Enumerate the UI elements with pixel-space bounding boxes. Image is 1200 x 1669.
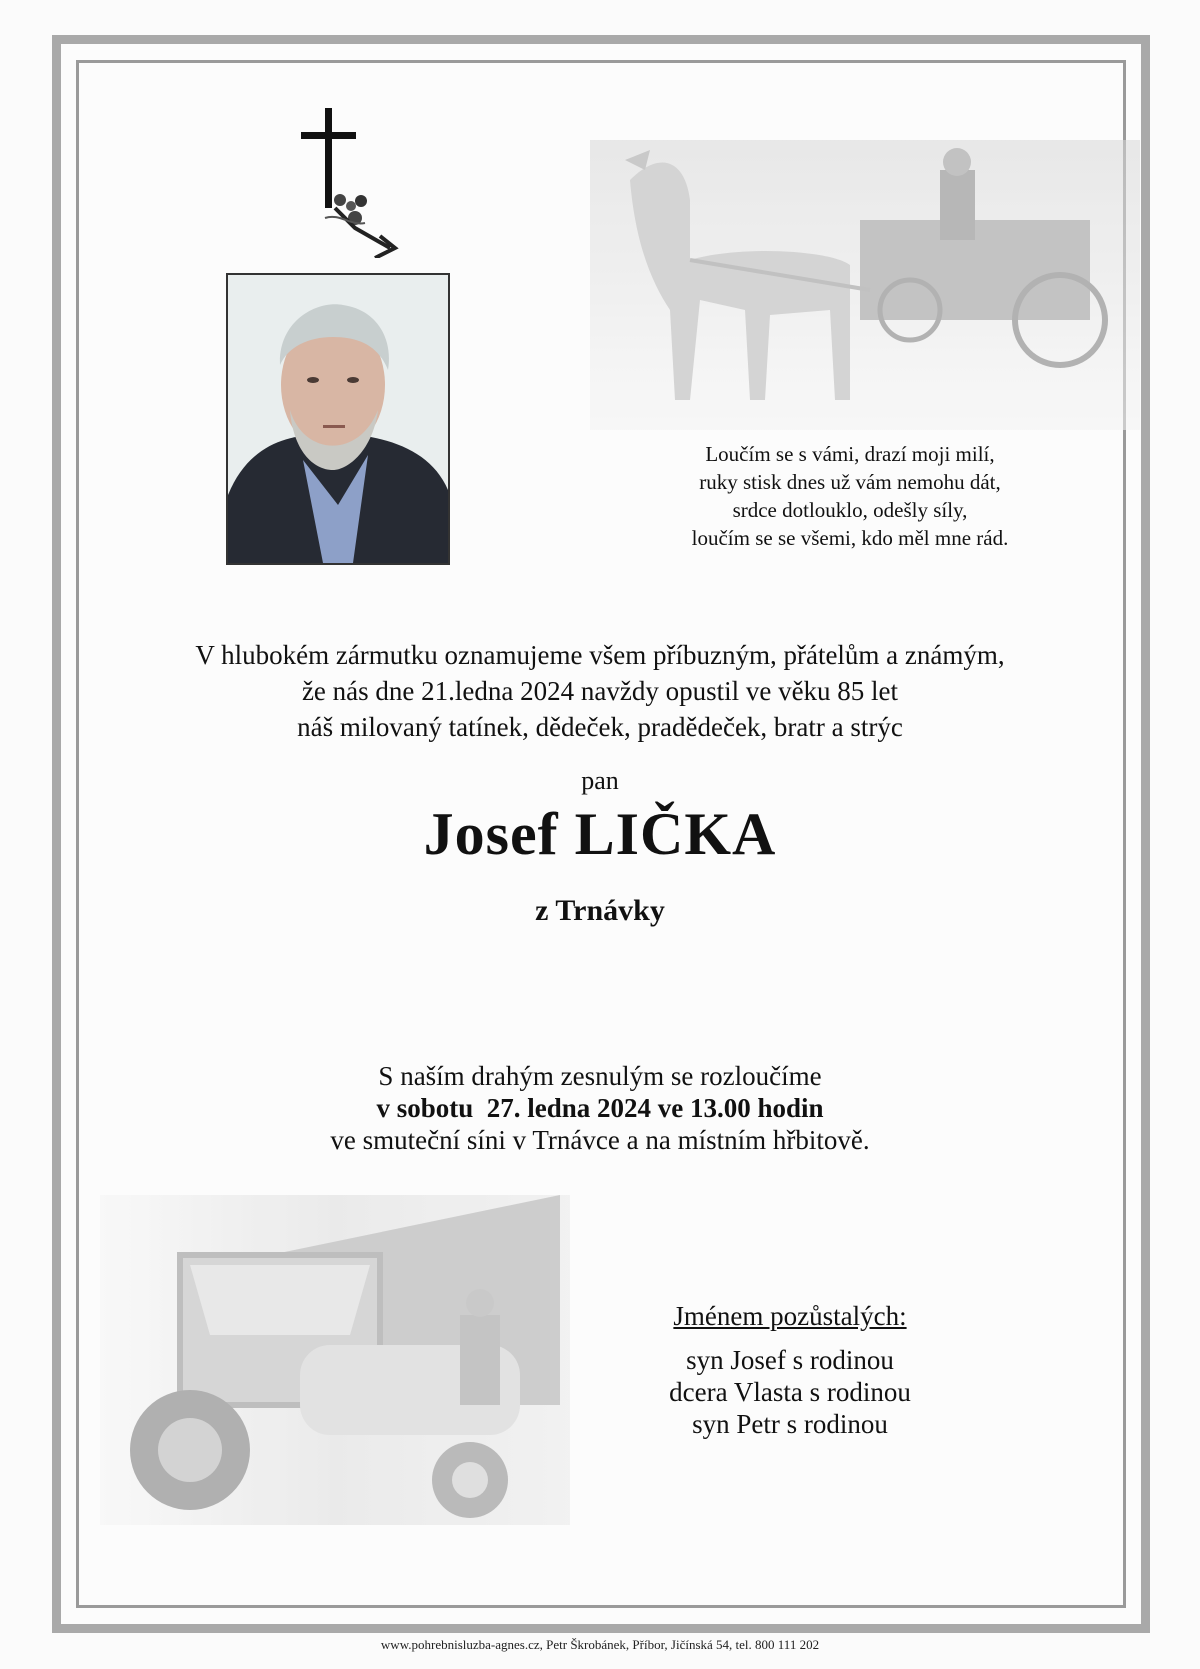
announcement-line: že nás dne 21.ledna 2024 navždy opustil ve věku 85 let bbox=[301, 676, 899, 706]
poem-line: ruky stisk dnes už vám nemohu dát, bbox=[699, 470, 1001, 494]
poem-line: srdce dotlouklo, odešly síly, bbox=[732, 498, 968, 522]
announcement-line: náš milovaný tatínek, dědeček, pradědeček, bratr a strýc bbox=[297, 712, 903, 742]
cross-icon bbox=[295, 108, 415, 258]
funeral-date-time: v sobotu 27. ledna 2024 ve 13.00 hodin bbox=[376, 1093, 824, 1123]
poem-line: Loučím se s vámi, drazí moji milí, bbox=[705, 442, 995, 466]
announcement-text bbox=[100, 637, 1100, 745]
funeral-intro: S naším drahým zesnulým se rozloučíme bbox=[378, 1061, 822, 1091]
announcement-line: V hlubokém zármutku oznamujeme všem příbuzným, přátelům a známým, bbox=[195, 640, 1005, 670]
survivors-heading: Jménem pozůstalých: bbox=[673, 1301, 907, 1331]
survivor-item: dcera Vlasta s rodinou bbox=[669, 1377, 911, 1407]
funeral-details bbox=[150, 1060, 1050, 1156]
survivors-block bbox=[600, 1300, 980, 1440]
survivor-item: syn Petr s rodinou bbox=[692, 1409, 888, 1439]
survivor-item: syn Josef s rodinou bbox=[686, 1345, 894, 1375]
funeral-location: ve smuteční síni v Trnávce a na místním hřbitově. bbox=[330, 1125, 870, 1155]
flower-decoration-icon bbox=[325, 194, 395, 258]
title-label: pan bbox=[581, 766, 619, 795]
farewell-poem bbox=[630, 440, 1070, 552]
horse-carriage-photo bbox=[590, 140, 1140, 430]
deceased-name: Josef LIČKA bbox=[423, 801, 777, 867]
deceased-portrait bbox=[226, 273, 450, 565]
poem-line: loučím se se všemi, kdo měl mne rád. bbox=[691, 526, 1009, 550]
tractor-photo bbox=[100, 1195, 570, 1525]
footer-contact: www.pohrebnisluzba-agnes.cz, Petr Škrobánek, Příbor, Jičínská 54, tel. 800 111 202 bbox=[380, 1637, 820, 1652]
deceased-origin: z Trnávky bbox=[535, 894, 665, 927]
